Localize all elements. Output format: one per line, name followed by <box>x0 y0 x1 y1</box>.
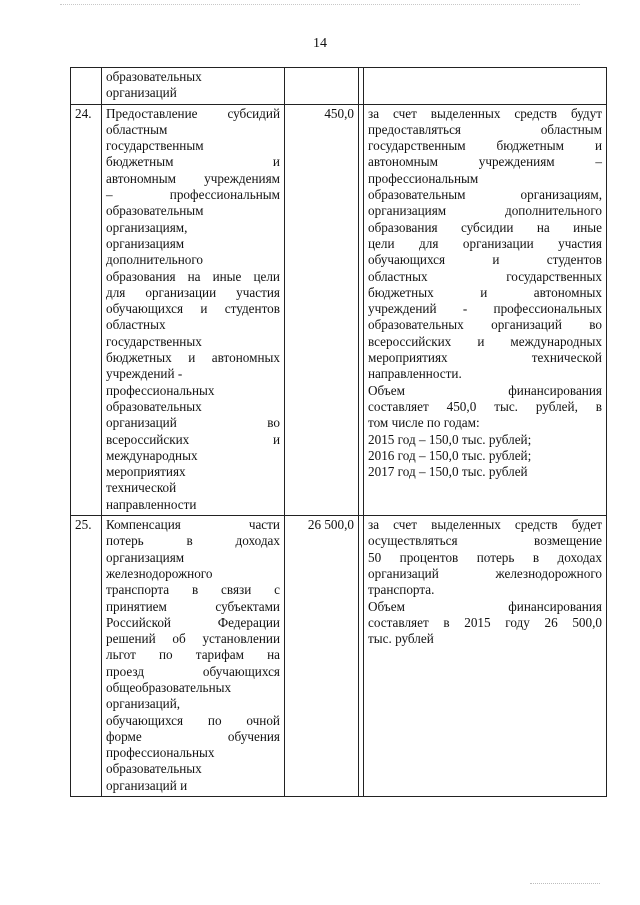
measure-description-line: Объем финансирования <box>368 598 602 614</box>
measure-description-line: учреждений - профессиональных <box>368 301 602 317</box>
measure-name-line: организаций и <box>106 777 188 793</box>
measure-name-line: образовательных <box>106 761 202 777</box>
measure-name-line: учреждений - <box>106 366 183 382</box>
measure-name-cell <box>102 68 285 105</box>
measure-name-line: бюджетным и <box>106 154 280 170</box>
measure-description-line: направленности. <box>368 366 462 382</box>
program-measures-table <box>70 67 607 797</box>
measure-description-line: осуществляться возмещение <box>368 533 602 549</box>
measure-description-cell <box>364 516 607 797</box>
measure-name-line: образования на иные цели <box>106 268 280 284</box>
measure-name-line: организаций во <box>106 415 280 431</box>
row-number <box>71 68 102 105</box>
measure-description-line: Объем финансирования <box>368 382 602 398</box>
measure-description-line: обучающихся и студентов <box>368 252 602 268</box>
measure-name-line: всероссийских и <box>106 431 280 447</box>
measure-description-cell <box>364 104 607 515</box>
measure-name-line: образовательных <box>106 398 202 414</box>
measure-description-line: тыс. рублей <box>368 631 434 647</box>
measure-name-line: мероприятиях <box>106 464 186 480</box>
measure-description-line: мероприятиях технической <box>368 350 602 366</box>
measure-name-line: потерь в доходах <box>106 533 280 549</box>
measure-name-line: для организации участия <box>106 284 280 300</box>
measure-name-line: дополнительного <box>106 252 204 268</box>
funding-amount: 450,0 <box>285 104 359 515</box>
measure-name-line: областных <box>106 317 166 333</box>
measure-description-line: цели для организации участия <box>368 235 602 251</box>
measure-name-line: организаций <box>106 85 177 101</box>
measure-description-line: автономным учреждениям – <box>368 154 602 170</box>
measure-name-line: образовательным <box>106 203 204 219</box>
measure-description-line: за счет выделенных средств будет <box>368 517 602 533</box>
measure-name-line: льгот по тарифам на <box>106 647 280 663</box>
measure-name-line: обучающихся по очной <box>106 712 280 728</box>
measure-name-line: профессиональных <box>106 745 215 761</box>
measure-name-line: организациям <box>106 549 185 565</box>
measure-name-line: железнодорожного <box>106 565 213 581</box>
table-row <box>71 68 607 105</box>
measure-name-line: транспорта в связи с <box>106 582 280 598</box>
measure-description-line: предоставляться областным <box>368 121 602 137</box>
measure-name-line: автономным учреждениям <box>106 170 280 186</box>
measure-description-line: организаций железнодорожного <box>368 565 602 581</box>
measure-name-line: организациям <box>106 235 185 251</box>
measure-description-line: составляет 450,0 тыс. рублей, в <box>368 398 602 414</box>
measure-description-line: образования субсидии на иные <box>368 219 602 235</box>
measure-name-line: государственных <box>106 333 202 349</box>
measure-name-line: решений об установлении <box>106 631 280 647</box>
measure-name-line: – профессиональным <box>106 187 280 203</box>
page-number: 14 <box>313 36 327 51</box>
measure-name-line: Компенсация части <box>106 517 280 533</box>
measure-name-line: профессиональных <box>106 382 215 398</box>
measure-description-line: бюджетных и автономных <box>368 284 602 300</box>
measure-description-line: транспорта. <box>368 582 435 598</box>
row-number: 25. <box>71 516 102 797</box>
scan-header-noise <box>60 4 580 8</box>
measure-description-line: 2015 год – 150,0 тыс. рублей; <box>368 431 532 447</box>
measure-name-line: принятием субъектами <box>106 598 280 614</box>
measure-name-line: международных <box>106 447 198 463</box>
measure-description-line: организациям дополнительного <box>368 203 602 219</box>
measure-name-line: проезд обучающихся <box>106 663 280 679</box>
measure-description-line: профессиональным <box>368 170 479 186</box>
measure-name-line: организациям, <box>106 219 188 235</box>
measure-name-line: организаций, <box>106 696 181 712</box>
funding-amount: 26 500,0 <box>285 516 359 797</box>
measure-description-line: 50 процентов потерь в доходах <box>368 549 602 565</box>
scan-footer-mark <box>530 883 600 885</box>
measure-description-line: за счет выделенных средств будут <box>368 105 602 121</box>
row-number: 24. <box>71 104 102 515</box>
measure-name-line: обучающихся и студентов <box>106 301 280 317</box>
measure-name-line: бюджетных и автономных <box>106 350 280 366</box>
measure-description-line: том числе по годам: <box>368 415 480 431</box>
measure-description-cell <box>364 68 607 105</box>
measure-name-cell <box>102 516 285 797</box>
measure-name-line: областным <box>106 121 168 137</box>
measure-name-line: Предоставление субсидий <box>106 105 280 121</box>
measure-name-line: форме обучения <box>106 728 280 744</box>
funding-amount <box>285 68 359 105</box>
table-row <box>71 104 607 515</box>
measure-name-line: технической <box>106 480 177 496</box>
measure-name-line: общеобразовательных <box>106 679 232 695</box>
measure-name-cell <box>102 104 285 515</box>
measure-description-line: областных государственных <box>368 268 602 284</box>
measure-description-line: государственным бюджетным и <box>368 138 602 154</box>
measure-name-line: направленности <box>106 496 197 512</box>
measure-description-line: 2016 год – 150,0 тыс. рублей; <box>368 447 532 463</box>
measure-description-line: 2017 год – 150,0 тыс. рублей <box>368 464 528 480</box>
measure-name-line: образовательных <box>106 69 202 84</box>
measure-description-line: составляет в 2015 году 26 500,0 <box>368 614 602 630</box>
measure-description-line: образовательным организациям, <box>368 187 602 203</box>
measure-description-line: всероссийских и международных <box>368 333 602 349</box>
measure-name-line: государственным <box>106 138 204 154</box>
measure-name-line: Российской Федерации <box>106 614 280 630</box>
table-row <box>71 516 607 797</box>
measure-description-line: образовательных организаций во <box>368 317 602 333</box>
